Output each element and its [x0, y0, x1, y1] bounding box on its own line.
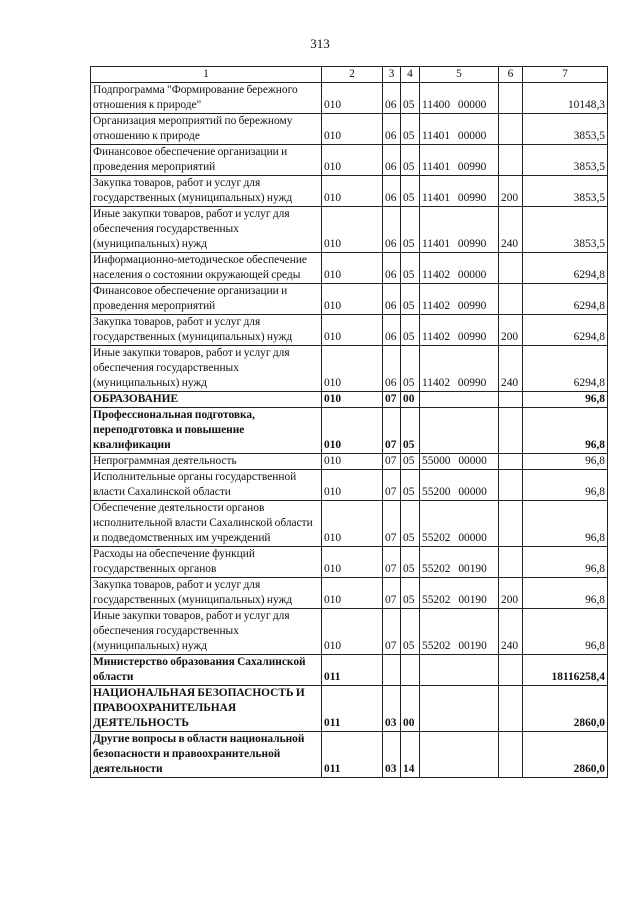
table-row: [91, 655, 608, 686]
row-description: Закупка товаров, работ и услуг для государственных (муниципальных) нужд: [91, 176, 322, 207]
row-description: Иные закупки товаров, работ и услуг для обеспечения государственных (муниципальных) нужд: [91, 609, 322, 655]
row-ministry-code: 010: [322, 454, 383, 470]
row-description: Иные закупки товаров, работ и услуг для обеспечения государственных (муниципальных) нужд: [91, 346, 322, 392]
header-cell-7: 7: [523, 67, 608, 83]
table-row: [91, 454, 608, 470]
row-subsection-code: 05: [401, 346, 420, 392]
row-section-code: 06: [383, 145, 401, 176]
row-section-code: 07: [383, 408, 401, 454]
row-expense-type: 240: [499, 346, 523, 392]
table-row: [91, 315, 608, 346]
row-subsection-code: 05: [401, 83, 420, 114]
row-target-code: 55200 00000: [420, 470, 499, 501]
row-section-code: 07: [383, 547, 401, 578]
row-ministry-code: 010: [322, 501, 383, 547]
row-section-code: 06: [383, 253, 401, 284]
row-description: Организация мероприятий по бережному отношению к природе: [91, 114, 322, 145]
row-expense-type: [499, 686, 523, 732]
header-cell-4: 4: [401, 67, 420, 83]
row-target-code: 11402 00000: [420, 253, 499, 284]
row-subsection-code: 00: [401, 686, 420, 732]
table-row: [91, 408, 608, 454]
row-section-code: 06: [383, 315, 401, 346]
page-number: 313: [310, 36, 330, 51]
row-amount: 3853,5: [523, 176, 608, 207]
row-section-code: 06: [383, 114, 401, 145]
row-expense-type: [499, 83, 523, 114]
row-target-code: 55202 00190: [420, 578, 499, 609]
row-expense-type: 200: [499, 176, 523, 207]
row-amount: 96,8: [523, 392, 608, 408]
table-row: [91, 392, 608, 408]
table-row: [91, 346, 608, 392]
row-expense-type: 200: [499, 578, 523, 609]
row-ministry-code: 010: [322, 145, 383, 176]
table-row: [91, 253, 608, 284]
header-cell-1: 1: [91, 67, 322, 83]
budget-table: [90, 66, 608, 778]
row-amount: 96,8: [523, 470, 608, 501]
row-description: Информационно-методическое обеспечение населения о состоянии окружающей среды: [91, 253, 322, 284]
row-subsection-code: 05: [401, 114, 420, 145]
row-amount: 3853,5: [523, 207, 608, 253]
table-row: [91, 732, 608, 778]
row-target-code: 11401 00990: [420, 207, 499, 253]
table-row: [91, 284, 608, 315]
row-expense-type: [499, 253, 523, 284]
row-target-code: 11401 00990: [420, 145, 499, 176]
row-target-code: 55202 00190: [420, 609, 499, 655]
row-amount: 6294,8: [523, 346, 608, 392]
row-amount: 18116258,4: [523, 655, 608, 686]
row-target-code: [420, 732, 499, 778]
row-ministry-code: 010: [322, 207, 383, 253]
row-amount: 6294,8: [523, 253, 608, 284]
row-expense-type: [499, 284, 523, 315]
row-description: Иные закупки товаров, работ и услуг для обеспечения государственных (муниципальных) нужд: [91, 207, 322, 253]
budget-table-body: [91, 67, 608, 778]
row-expense-type: 200: [499, 315, 523, 346]
row-description: Финансовое обеспечение организации и проведения мероприятий: [91, 284, 322, 315]
table-row: [91, 578, 608, 609]
row-subsection-code: 05: [401, 454, 420, 470]
row-subsection-code: 05: [401, 284, 420, 315]
row-ministry-code: 010: [322, 315, 383, 346]
row-expense-type: [499, 732, 523, 778]
row-section-code: 03: [383, 732, 401, 778]
row-subsection-code: 05: [401, 501, 420, 547]
row-amount: 3853,5: [523, 114, 608, 145]
row-description: Закупка товаров, работ и услуг для государственных (муниципальных) нужд: [91, 578, 322, 609]
row-target-code: 11402 00990: [420, 346, 499, 392]
header-row: [91, 67, 608, 83]
row-ministry-code: 010: [322, 470, 383, 501]
row-target-code: 11402 00990: [420, 284, 499, 315]
row-amount: 96,8: [523, 578, 608, 609]
header-cell-5: 5: [420, 67, 499, 83]
row-section-code: 06: [383, 207, 401, 253]
row-ministry-code: 010: [322, 346, 383, 392]
row-description: Обеспечение деятельности органов исполнительной власти Сахалинской области и подведомственных им учреждений: [91, 501, 322, 547]
row-ministry-code: 010: [322, 114, 383, 145]
row-amount: 96,8: [523, 501, 608, 547]
row-target-code: 11401 00990: [420, 176, 499, 207]
table-row: [91, 470, 608, 501]
row-ministry-code: 010: [322, 176, 383, 207]
table-row: [91, 207, 608, 253]
row-expense-type: [499, 145, 523, 176]
table-row: [91, 547, 608, 578]
row-amount: 10148,3: [523, 83, 608, 114]
row-section-code: 07: [383, 501, 401, 547]
row-amount: 3853,5: [523, 145, 608, 176]
row-subsection-code: 05: [401, 207, 420, 253]
row-section-code: 07: [383, 470, 401, 501]
table-row: [91, 114, 608, 145]
table-row: [91, 501, 608, 547]
row-ministry-code: 010: [322, 547, 383, 578]
row-description: Министерство образования Сахалинской области: [91, 655, 322, 686]
row-ministry-code: 010: [322, 83, 383, 114]
row-description: Закупка товаров, работ и услуг для государственных (муниципальных) нужд: [91, 315, 322, 346]
row-subsection-code: 05: [401, 145, 420, 176]
row-subsection-code: 05: [401, 609, 420, 655]
row-amount: 96,8: [523, 408, 608, 454]
row-ministry-code: 011: [322, 655, 383, 686]
row-section-code: 07: [383, 578, 401, 609]
row-expense-type: [499, 408, 523, 454]
row-subsection-code: 05: [401, 253, 420, 284]
row-target-code: 11401 00000: [420, 114, 499, 145]
row-ministry-code: 011: [322, 686, 383, 732]
row-expense-type: 240: [499, 207, 523, 253]
row-ministry-code: 010: [322, 609, 383, 655]
row-target-code: 11400 00000: [420, 83, 499, 114]
row-description: Расходы на обеспечение функций государственных органов: [91, 547, 322, 578]
row-subsection-code: [401, 655, 420, 686]
row-target-code: [420, 686, 499, 732]
row-subsection-code: 05: [401, 408, 420, 454]
row-target-code: 55202 00190: [420, 547, 499, 578]
row-description: Финансовое обеспечение организации и проведения мероприятий: [91, 145, 322, 176]
row-subsection-code: 05: [401, 470, 420, 501]
row-ministry-code: 010: [322, 408, 383, 454]
row-amount: 96,8: [523, 609, 608, 655]
row-section-code: 06: [383, 176, 401, 207]
row-ministry-code: 010: [322, 253, 383, 284]
row-amount: 6294,8: [523, 315, 608, 346]
row-expense-type: [499, 470, 523, 501]
table-row: [91, 686, 608, 732]
row-expense-type: [499, 392, 523, 408]
row-amount: 2860,0: [523, 686, 608, 732]
row-subsection-code: 00: [401, 392, 420, 408]
table-row: [91, 609, 608, 655]
row-description: НАЦИОНАЛЬНАЯ БЕЗОПАСНОСТЬ И ПРАВООХРАНИТЕЛЬНАЯ ДЕЯТЕЛЬНОСТЬ: [91, 686, 322, 732]
row-section-code: [383, 655, 401, 686]
row-section-code: 03: [383, 686, 401, 732]
row-expense-type: 240: [499, 609, 523, 655]
row-expense-type: [499, 454, 523, 470]
row-amount: 96,8: [523, 547, 608, 578]
row-description: Подпрограмма "Формирование бережного отношения к природе": [91, 83, 322, 114]
row-target-code: [420, 655, 499, 686]
row-subsection-code: 05: [401, 315, 420, 346]
row-expense-type: [499, 547, 523, 578]
row-description: Исполнительные органы государственной власти Сахалинской области: [91, 470, 322, 501]
row-section-code: 06: [383, 346, 401, 392]
table-row: [91, 145, 608, 176]
header-cell-3: 3: [383, 67, 401, 83]
row-subsection-code: 05: [401, 547, 420, 578]
row-target-code: [420, 408, 499, 454]
table-row: [91, 176, 608, 207]
row-expense-type: [499, 655, 523, 686]
row-description: Другие вопросы в области национальной безопасности и правоохранительной деятельности: [91, 732, 322, 778]
row-expense-type: [499, 114, 523, 145]
header-cell-2: 2: [322, 67, 383, 83]
table-row: [91, 83, 608, 114]
row-amount: 6294,8: [523, 284, 608, 315]
row-target-code: 55000 00000: [420, 454, 499, 470]
row-ministry-code: 010: [322, 392, 383, 408]
row-section-code: 07: [383, 454, 401, 470]
row-section-code: 07: [383, 392, 401, 408]
row-ministry-code: 010: [322, 284, 383, 315]
row-section-code: 06: [383, 83, 401, 114]
row-expense-type: [499, 501, 523, 547]
row-target-code: 11402 00990: [420, 315, 499, 346]
row-ministry-code: 010: [322, 578, 383, 609]
row-description: Профессиональная подготовка, переподготовка и повышение квалификации: [91, 408, 322, 454]
row-target-code: 55202 00000: [420, 501, 499, 547]
row-subsection-code: 05: [401, 176, 420, 207]
row-ministry-code: 011: [322, 732, 383, 778]
row-target-code: [420, 392, 499, 408]
row-subsection-code: 14: [401, 732, 420, 778]
header-cell-6: 6: [499, 67, 523, 83]
row-amount: 2860,0: [523, 732, 608, 778]
row-section-code: 07: [383, 609, 401, 655]
row-amount: 96,8: [523, 454, 608, 470]
row-section-code: 06: [383, 284, 401, 315]
row-description: ОБРАЗОВАНИЕ: [91, 392, 322, 408]
row-subsection-code: 05: [401, 578, 420, 609]
row-description: Непрограммная деятельность: [91, 454, 322, 470]
